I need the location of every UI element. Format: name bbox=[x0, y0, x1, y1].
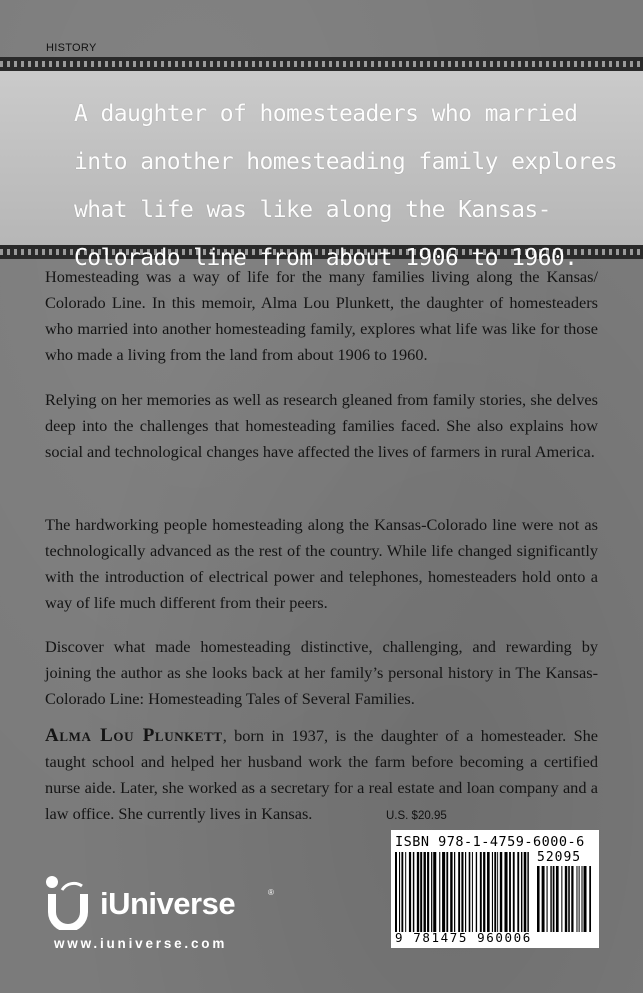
ean-digits: 9 781475 960006 bbox=[395, 930, 532, 945]
description-paragraph-4: Discover what made homesteading distinctive, challenging, and rewarding by joining the author as she looks back at her family’s personal history in The Kansas-Colorado Line: Homesteading Tales of Several Families. bbox=[45, 637, 598, 708]
barcode-bar bbox=[401, 852, 403, 932]
barcode-bar bbox=[589, 866, 591, 932]
barcode-bar bbox=[581, 866, 582, 932]
barcode-bar bbox=[405, 852, 406, 932]
barcode-bar bbox=[446, 852, 448, 932]
barcode-bar bbox=[439, 852, 440, 932]
author-bio-text: , born in 1937, is the daughter of a homesteader. She taught school and helped her husband work the farm before becoming a certified nurse aide. Later, she worked as a secretary for a real estate and loan company and a law office. She currently lives in Kansas. bbox=[45, 726, 598, 823]
barcode-bar bbox=[413, 852, 414, 932]
barcode-bar bbox=[556, 866, 559, 932]
barcode-bar bbox=[483, 852, 485, 932]
barcode-bar bbox=[480, 852, 482, 932]
barcode-bar bbox=[576, 866, 577, 932]
barcode-bar bbox=[458, 852, 460, 932]
barcode-bar bbox=[500, 852, 502, 932]
barcode-bar bbox=[537, 866, 540, 932]
barcode-bar bbox=[424, 852, 426, 932]
category-label: HISTORY bbox=[46, 42, 97, 54]
barcode-bar bbox=[427, 852, 429, 932]
barcode-bar bbox=[442, 852, 445, 932]
film-strip-top bbox=[0, 57, 643, 71]
description-paragraph-3: The hardworking people homesteading along the Kansas-Colorado line were not as technologically advanced as the rest of the country. While life changed significantly with the introduction of electrical power and telephones, homesteaders hold onto a way of life much different from their peers. bbox=[45, 515, 598, 612]
barcode bbox=[391, 830, 599, 948]
price-label: U.S. $20.95 bbox=[386, 810, 447, 822]
registered-mark: ® bbox=[268, 888, 274, 897]
barcode-bar bbox=[553, 866, 555, 932]
description-paragraph-2: Relying on her memories as well as research gleaned from family stories, she delves deep into the challenges that homesteading families faced. She also explains how social and technological changes have affected the lives of farmers in rural America. bbox=[45, 390, 598, 461]
barcode-bar bbox=[547, 866, 548, 932]
author-name: Alma Lou Plunkett bbox=[45, 725, 223, 746]
iuniverse-logo-icon bbox=[42, 874, 94, 930]
barcode-bar bbox=[417, 852, 419, 932]
barcode-bar bbox=[399, 852, 400, 932]
barcode-bar bbox=[461, 852, 463, 932]
barcode-bar bbox=[409, 852, 411, 932]
barcode-bar bbox=[395, 852, 397, 932]
barcode-bar bbox=[550, 866, 551, 932]
ean-barcode-bars bbox=[395, 852, 531, 932]
barcode-bar bbox=[565, 866, 567, 932]
publisher-logo bbox=[42, 874, 282, 936]
barcode-price-code: 52095 bbox=[537, 850, 582, 865]
barcode-bar bbox=[509, 852, 511, 932]
barcode-bar bbox=[469, 852, 471, 932]
barcode-bar bbox=[542, 866, 545, 932]
barcode-bar bbox=[476, 852, 477, 932]
barcode-bar bbox=[521, 852, 522, 932]
barcode-bar bbox=[497, 852, 498, 932]
barcode-bar bbox=[561, 866, 562, 932]
author-bio bbox=[45, 723, 598, 827]
barcode-bar bbox=[465, 852, 466, 932]
barcode-bar bbox=[494, 852, 496, 932]
barcode-bar bbox=[492, 852, 493, 932]
barcode-bar bbox=[524, 852, 527, 932]
barcode-bar bbox=[579, 866, 580, 932]
isbn-label: ISBN 978-1-4759-6000-6 bbox=[395, 834, 585, 850]
barcode-bar bbox=[504, 852, 507, 932]
barcode-bar bbox=[450, 852, 452, 932]
barcode-bar bbox=[571, 866, 573, 932]
publisher-name: iUniverse bbox=[100, 886, 236, 921]
barcode-bar bbox=[487, 852, 490, 932]
barcode-bar bbox=[513, 852, 515, 932]
addon-barcode-bars bbox=[537, 866, 593, 932]
barcode-bar bbox=[454, 852, 455, 932]
barcode-bar bbox=[527, 852, 528, 932]
barcode-bar bbox=[433, 852, 436, 932]
description-paragraph-1: Homesteading was a way of life for the many families living along the Kansas/ Colorado Line. In this memoir, Alma Lou Plunkett, the daughter of homesteaders who married into another homesteading family, explores what life was like for those who made a living from the land from about 1906 to 1960. bbox=[45, 267, 598, 364]
barcode-bar bbox=[568, 866, 570, 932]
tagline: A daughter of homesteaders who married into another homesteading family explores what life was like along the Kansas-Colorado line from about 1906 to 1960. bbox=[74, 101, 618, 271]
barcode-bar bbox=[517, 852, 519, 932]
publisher-url: www.iuniverse.com bbox=[54, 936, 228, 951]
barcode-bar bbox=[584, 866, 587, 932]
barcode-bar bbox=[431, 852, 432, 932]
barcode-bar bbox=[420, 852, 422, 932]
barcode-bar bbox=[472, 852, 473, 932]
